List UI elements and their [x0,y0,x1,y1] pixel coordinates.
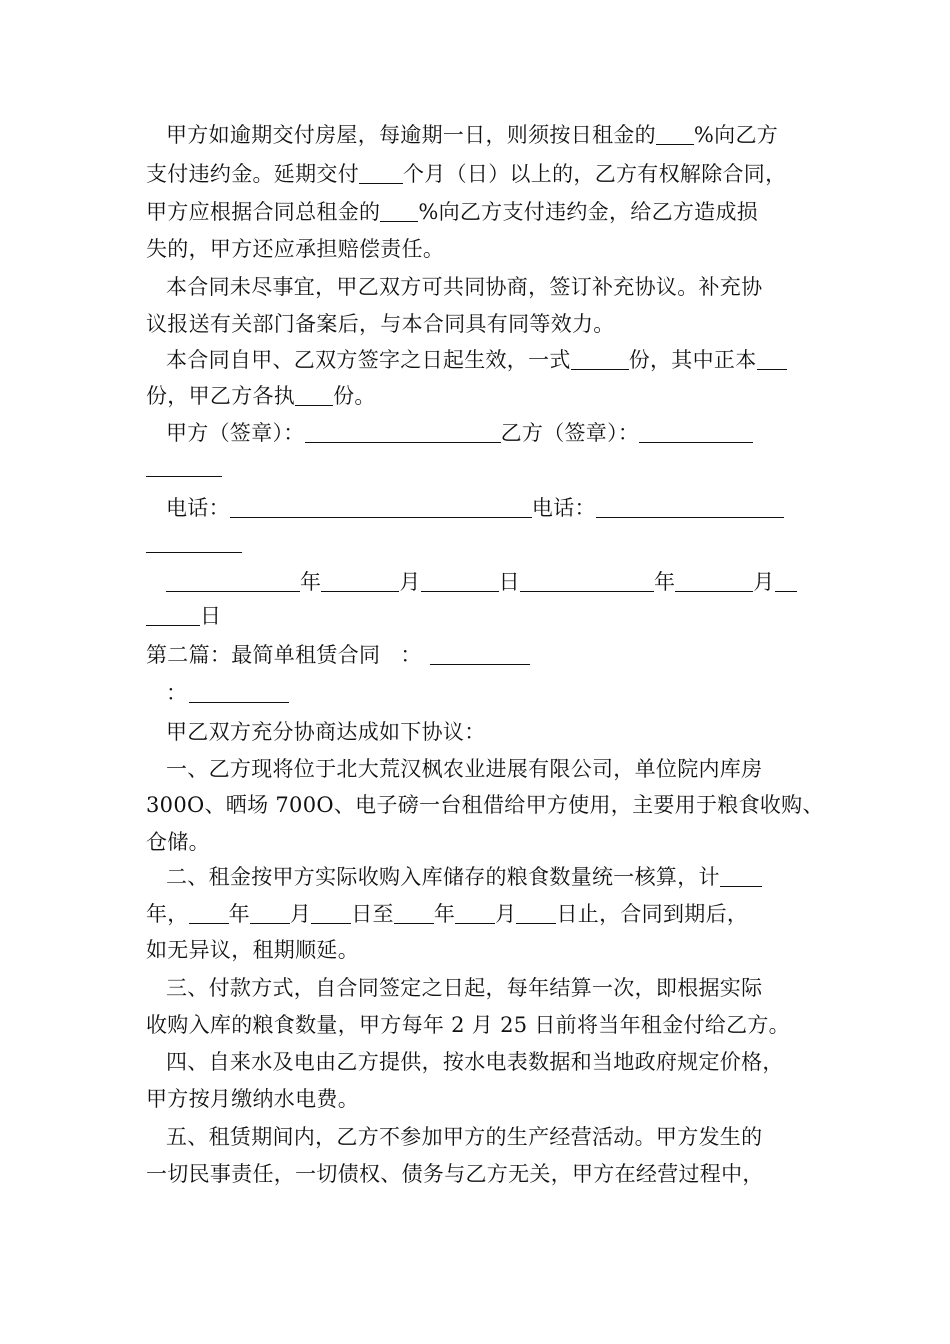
clause-line: 一切民事责任，一切债权、债务与乙方无关，甲方在经营过程中， [146,1162,764,1186]
text-line [166,674,289,712]
text: 日至 [351,902,394,926]
text: 年， [146,902,189,926]
text-line: 甲乙双方充分协商达成如下协议： [166,720,486,744]
text-line: 失的，甲方还应承担赔偿责任。 [146,237,445,261]
phone-line-continued [146,524,242,562]
blank-underline [189,901,229,924]
text: 日止，合同到期后， [556,902,749,926]
date-blank [166,569,300,592]
text: 月 [289,902,312,926]
phone-label-b: 电话： [531,496,596,520]
text: 年 [300,570,322,594]
clause-line: 收购入库的粮食数量，甲方每年 2 月 25 日前将当年租金付给乙方。 [146,1013,790,1037]
phone-label-a: 电话： [166,496,230,520]
text-line [146,155,786,193]
party-a-signature-label: 甲方（签章）： [166,421,305,445]
date-blank [321,569,399,592]
blank-underline [311,901,351,924]
clause-line: 甲方按月缴纳水电费。 [146,1087,359,1111]
signature-blank [305,420,501,443]
text: 二、租金按甲方实际收购入库储存的粮食数量统一核算，计 [166,865,720,889]
text: 份，其中正本 [628,348,757,372]
blank-underline [516,901,556,924]
blank-underline [455,901,495,924]
clause-line: 四、自来水及电由乙方提供，按水电表数据和当地政府规定价格， [166,1050,784,1074]
blank-underline [571,347,629,370]
date-blank [520,569,654,592]
clause-line: 一、乙方现将位于北大荒汉枫农业进展有限公司，单位院内库房 [166,757,763,781]
phone-blank [596,495,784,518]
text: 月 [399,570,421,594]
text: 甲方如逾期交付房屋，每逾期一日，则须按日租金的 [166,123,656,147]
clause-line [146,895,748,933]
date-blank [146,603,200,626]
text: 年 [228,902,250,926]
date-blank [775,569,797,592]
text-line [166,116,778,154]
text: 年 [653,570,676,594]
blank-underline [380,199,418,222]
text: 甲方应根据合同总租金的 [146,200,381,224]
phone-blank [230,495,532,518]
text: 本合同自甲、乙双方签字之日起生效，一式 [166,348,571,372]
text-line [146,377,376,415]
text: 份。 [333,384,376,408]
text: %向乙方 [693,123,779,147]
clause-line: 三、付款方式，自合同签定之日起，每年结算一次，即根据实际 [166,976,763,1000]
text: 月 [753,570,775,594]
text-line: 本合同未尽事宜，甲乙双方可共同协商，签订补充协议。补充协 [166,275,763,299]
text: 日 [498,570,520,594]
date-blank [421,569,499,592]
blank-underline [656,122,694,145]
date-blank [675,569,753,592]
section-title: 第二篇：最简单租赁合同 [146,643,381,667]
text: 个月（日）以上的，乙方有权解除合同， [403,162,787,186]
text: 份，甲乙方各执 [146,384,296,408]
blank-underline [394,901,434,924]
text: 日 [200,604,222,628]
phone-line [166,489,784,527]
blank-underline [189,680,289,703]
blank-underline [720,864,762,887]
clause-line: 五、租赁期间内，乙方不参加甲方的生产经营活动。甲方发生的 [166,1125,763,1149]
section-heading [146,636,530,674]
text-line: 议报送有关部门备案后，与本合同具有同等效力。 [146,312,615,336]
text: ： [400,643,422,667]
clause-line [166,858,762,896]
text: %向乙方支付违约金，给乙方造成损 [418,200,759,224]
text-line [146,193,758,231]
party-b-signature-label: 乙方（签章）： [500,421,640,445]
clause-line: 300O、晒场 700O、电子磅一台租借给甲方使用，主要用于粮食收购、 [146,793,824,817]
text: 年 [433,902,456,926]
blank-underline [250,901,290,924]
signature-line [166,414,753,452]
clause-line: 如无异议，租期顺延。 [146,938,359,962]
signature-blank [639,420,753,443]
signature-line-continued [146,448,222,486]
text: ： [166,681,188,705]
blank-underline [757,347,787,370]
text-line [166,341,787,379]
phone-blank [146,530,242,553]
date-line [166,563,797,601]
blank-underline [430,642,530,665]
signature-blank [146,454,222,477]
blank-underline [295,383,333,406]
date-line-continued [146,597,221,635]
text: 月 [495,902,517,926]
clause-line: 仓储。 [146,830,210,854]
blank-underline [359,161,403,184]
text: 支付违约金。延期交付 [146,162,359,186]
